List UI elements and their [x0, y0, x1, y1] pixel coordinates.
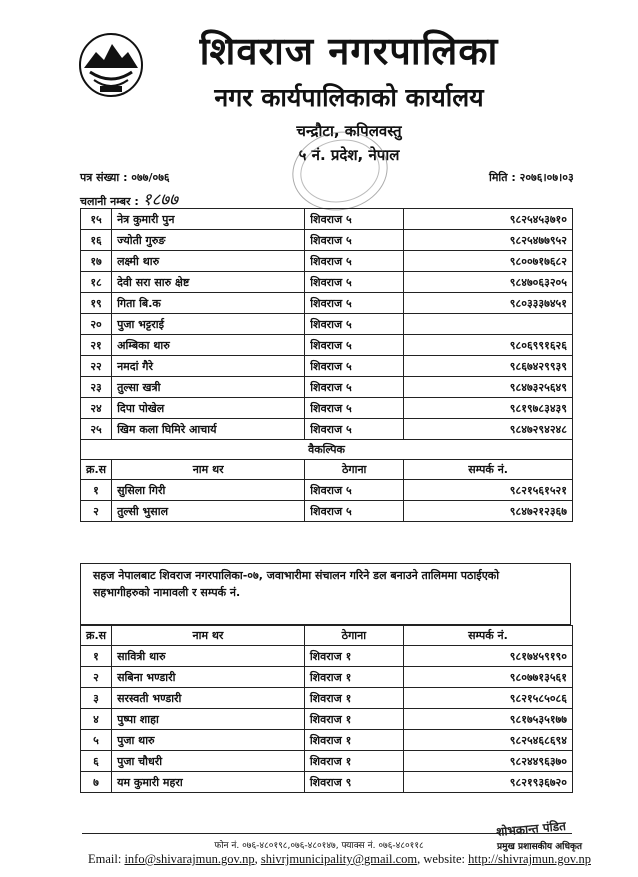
cell-contact: ९८१७५३५१७७	[403, 709, 572, 730]
cell-address: शिवराज ५	[305, 480, 404, 501]
table-header-row	[81, 626, 573, 646]
alternate-heading: वैकल्पिक	[81, 440, 573, 460]
cell-address: शिवराज ५	[305, 377, 404, 398]
cell-address: शिवराज १	[304, 751, 403, 772]
dispatch-label: चलानी नम्बर :	[80, 195, 139, 208]
cell-sn: ७	[81, 772, 112, 793]
cell-sn: १७	[81, 251, 112, 272]
cell-address: शिवराज १	[304, 709, 403, 730]
header-contact: सम्पर्क नं.	[404, 460, 573, 480]
table-row	[81, 419, 573, 440]
cell-name: नमदां गैरे	[112, 356, 305, 377]
cell-name: सबिना भण्डारी	[112, 667, 305, 688]
header-name: नाम थर	[112, 460, 305, 480]
signature: शोभकान्त पंडित	[495, 818, 567, 840]
footer-phone: फोन नं. ०७६-४८०१९८,०७६-४८०१४७, फ्याक्स नं. ०७६-४८०११८	[214, 841, 424, 851]
cell-address: शिवराज ५	[305, 209, 404, 230]
cell-sn: १९	[81, 293, 112, 314]
cell-address: शिवराज ५	[305, 398, 404, 419]
cell-address: शिवराज ५	[305, 419, 404, 440]
cell-address: शिवराज १	[304, 688, 403, 709]
cell-name: तुल्सा खत्री	[112, 377, 305, 398]
cell-sn: ६	[81, 751, 112, 772]
cell-name: ज्योती गुरुङ	[112, 230, 305, 251]
cell-contact	[404, 314, 573, 335]
cell-name: खिम कला घिमिरे आचार्य	[112, 419, 305, 440]
table-row	[81, 377, 573, 398]
table-row	[81, 272, 573, 293]
cell-contact: ९८२५४६८६९४	[403, 730, 572, 751]
table-header-row	[81, 460, 573, 480]
cell-sn: २४	[81, 398, 112, 419]
cell-sn: २	[81, 667, 112, 688]
cell-address: शिवराज ५	[305, 230, 404, 251]
cell-name: पुजा थारु	[112, 730, 305, 751]
cell-contact: ९८४७२१२३६७	[404, 501, 573, 522]
footer-contact-line: Email: info@shivarajmun.gov.np, shivrjmunicipality@gmail.com, website: http://shivrajmun.gov.np	[88, 852, 591, 866]
dispatch-number: १८७७	[142, 190, 178, 210]
cell-sn: २	[81, 501, 112, 522]
province-text: ५ नं. प्रदेश, नेपाल	[298, 146, 400, 164]
cell-address: शिवराज ५	[305, 335, 404, 356]
table-row	[81, 730, 573, 751]
cell-contact: ९८२१५८५०८६	[403, 688, 572, 709]
table-row	[81, 293, 573, 314]
participants-table-1	[80, 208, 573, 522]
header-name: नाम थर	[112, 626, 305, 646]
cell-name: गिता बि.क	[112, 293, 305, 314]
cell-contact: ९८४७३२५६४९	[404, 377, 573, 398]
header-address: ठेगाना	[304, 626, 403, 646]
cell-sn: ५	[81, 730, 112, 751]
cell-address: शिवराज ५	[305, 272, 404, 293]
cell-sn: १	[81, 646, 112, 667]
table-row	[81, 335, 573, 356]
letter-date: मिति : २०७६।०७।०३	[489, 171, 574, 184]
cell-contact: ९८६७४२९९३९	[404, 356, 573, 377]
cell-address: शिवराज ९	[304, 772, 403, 793]
cell-address: शिवराज ५	[305, 293, 404, 314]
location-text: चन्द्रौटा, कपिलवस्तु	[296, 122, 402, 140]
cell-name: नेत्र कुमारी पुन	[112, 209, 305, 230]
cell-name: पुजा भट्टराई	[112, 314, 305, 335]
table-row	[81, 688, 573, 709]
header-address: ठेगाना	[305, 460, 404, 480]
cell-sn: १५	[81, 209, 112, 230]
cell-contact: ९८०६९९१६२६	[404, 335, 573, 356]
cell-address: शिवराज ५	[305, 251, 404, 272]
cell-sn: २२	[81, 356, 112, 377]
cell-sn: २३	[81, 377, 112, 398]
cell-address: शिवराज ५	[305, 501, 404, 522]
cell-address: शिवराज १	[304, 667, 403, 688]
header-sn: क्र.स	[81, 626, 112, 646]
cell-sn: १	[81, 480, 112, 501]
table-row	[81, 314, 573, 335]
cell-address: शिवराज ५	[305, 314, 404, 335]
dispatch-number-row	[80, 187, 178, 210]
cell-address: शिवराज १	[304, 646, 403, 667]
cell-name: अम्बिका थारु	[112, 335, 305, 356]
table-row	[81, 751, 573, 772]
cell-address: शिवराज ५	[305, 356, 404, 377]
table-row	[81, 501, 573, 522]
cell-contact: ९८००७१७६८२	[404, 251, 573, 272]
cell-contact: ९८४७२९४२४८	[404, 419, 573, 440]
cell-contact: ९८२४४९६३७०	[403, 751, 572, 772]
cell-sn: ३	[81, 688, 112, 709]
cell-name: पुष्पा शाहा	[112, 709, 305, 730]
cell-name: सुसिला गिरी	[112, 480, 305, 501]
page-title: शिवराज नगरपालिका	[199, 29, 499, 73]
email-label: Email:	[88, 852, 122, 866]
website-label: website:	[423, 852, 466, 866]
cell-contact: ९८१९७८३४३९	[404, 398, 573, 419]
table-row	[81, 230, 573, 251]
email-link-1[interactable]: info@shivarajmun.gov.np	[124, 852, 255, 866]
signatory-title: प्रमुख प्रशासकीय अधिकृत	[497, 842, 583, 852]
table-row	[81, 646, 573, 667]
table-row	[81, 709, 573, 730]
reference-number: पत्र संख्या : ०७७/०७६	[80, 171, 170, 184]
cell-sn: १६	[81, 230, 112, 251]
table-row	[81, 356, 573, 377]
cell-sn: २०	[81, 314, 112, 335]
table-row	[81, 251, 573, 272]
training-intro-text: सहज नेपालबाट शिवराज नगरपालिका-०७, जवाभारीमा संचालन गरिने डल बनाउने तालिममा पठाईएको सहभागीहरुको नामावली र सम्पर्क नं.	[80, 563, 571, 625]
cell-name: दिपा पोखेल	[112, 398, 305, 419]
table-row	[81, 398, 573, 419]
cell-contact: ९८२५४७७९५२	[404, 230, 573, 251]
header-contact: सम्पर्क नं.	[403, 626, 572, 646]
table-row	[81, 772, 573, 793]
cell-name: तुल्सी भुसाल	[112, 501, 305, 522]
cell-name: सावित्री थारु	[112, 646, 305, 667]
cell-contact: ९८०३३३७४५१	[404, 293, 573, 314]
cell-contact: ९८२१५६१५२१	[404, 480, 573, 501]
cell-contact: ९८२५४५३७१०	[404, 209, 573, 230]
cell-address: शिवराज १	[304, 730, 403, 751]
email-link-2[interactable]: shivrjmunicipality@gmail.com	[260, 852, 418, 866]
office-subtitle: नगर कार्यपालिकाको कार्यालय	[214, 83, 484, 112]
cell-name: लक्ष्मी थारु	[112, 251, 305, 272]
table-row	[81, 480, 573, 501]
cell-name: पुजा चौधरी	[112, 751, 305, 772]
cell-sn: २१	[81, 335, 112, 356]
cell-contact: ९८२१९३६७२०	[403, 772, 572, 793]
cell-name: सरस्वती भण्डारी	[112, 688, 305, 709]
cell-name: यम कुमारी महरा	[112, 772, 305, 793]
cell-sn: २५	[81, 419, 112, 440]
cell-contact: ९८४७०६३२०५	[404, 272, 573, 293]
cell-contact: ९८१७४५९१९०	[403, 646, 572, 667]
cell-sn: १८	[81, 272, 112, 293]
header-sn: क्र.स	[81, 460, 112, 480]
cell-sn: ४	[81, 709, 112, 730]
cell-contact: ९८०७७१३५६१	[403, 667, 572, 688]
table-row	[81, 667, 573, 688]
table-row	[81, 209, 573, 230]
cell-name: देवी सरा सारु क्षेष्ट	[112, 272, 305, 293]
website-link[interactable]: http://shivrajmun.gov.np	[468, 852, 591, 866]
participants-table-2	[80, 625, 573, 793]
